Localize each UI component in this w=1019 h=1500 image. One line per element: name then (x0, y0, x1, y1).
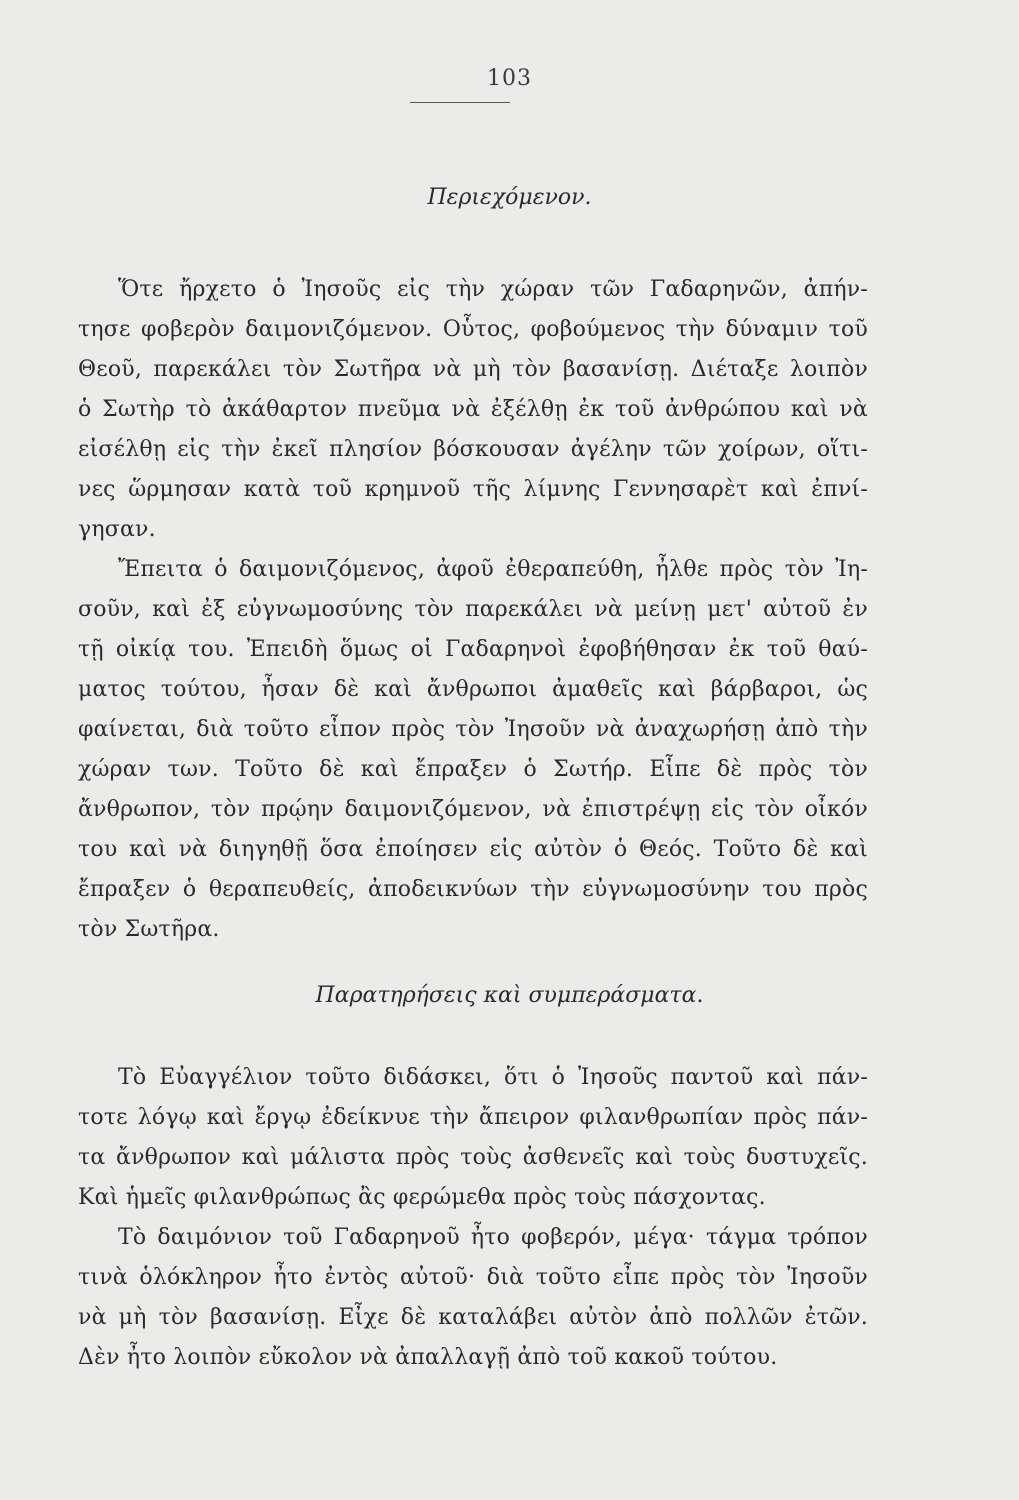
text-line: τα ἄνθρωπον καὶ μάλιστα πρὸς τοὺς ἀσθενεῖς καὶ τοὺς δυστυχεῖς. (78, 1145, 868, 1170)
text-line: Καὶ ἡμεῖς φιλανθρώπως ἂς φερώμεθα πρὸς τοὺς πάσχοντας. (78, 1185, 766, 1210)
text-line: ἔπραξεν ὁ θεραπευθείς, ἀποδεικνύων τὴν εὐγνωμοσύνην του πρὸς (78, 877, 868, 902)
text-line: τινὰ ὁλόκληρον ἦτο ἐντὸς αὐτοῦ· διὰ τοῦτο εἶπε πρὸς τὸν Ἰησοῦν (78, 1265, 868, 1290)
text-line: ματος τούτου, ἦσαν δὲ καὶ ἄνθρωποι ἀμαθεῖς καὶ βάρβαροι, ὡς (78, 677, 868, 702)
text-line: Ἔπειτα ὁ δαιμονιζόμενος, ἀφοῦ ἐθεραπεύθη, ἦλθε πρὸς τὸν Ἰη- (118, 557, 868, 582)
text-line: σοῦν, καὶ ἐξ εὐγνωμοσύνης τὸν παρεκάλει νὰ μείνῃ μετ' αὐτοῦ ἐν (78, 597, 868, 622)
text-line: χώραν των. Τοῦτο δὲ καὶ ἔπραξεν ὁ Σωτήρ. Εἶπε δὲ πρὸς τὸν (78, 757, 868, 782)
text-line: Θεοῦ, παρεκάλει τὸν Σωτῆρα νὰ μὴ τὸν βασανίσῃ. Διέταξε λοιπὸν (78, 357, 868, 382)
text-line: τὸν Σωτῆρα. (78, 917, 220, 942)
text-line: φαίνεται, διὰ τοῦτο εἶπον πρὸς τὸν Ἰησοῦν νὰ ἀναχωρήσῃ ἀπὸ τὴν (78, 717, 868, 742)
header-rule (410, 102, 510, 103)
text-line: γησαν. (78, 517, 156, 542)
text-line: Δὲν ἦτο λοιπὸν εὔκολον νὰ ἀπαλλαγῇ ἀπὸ τοῦ κακοῦ τούτου. (78, 1345, 778, 1370)
text-line: ὁ Σωτὴρ τὸ ἀκάθαρτον πνεῦμα νὰ ἐξέλθῃ ἐκ τοῦ ἀνθρώπου καὶ νὰ (78, 397, 868, 422)
heading-content: Περιεχόμενον. (427, 185, 592, 210)
text-line: νὰ μὴ τὸν βασανίσῃ. Εἶχε δὲ καταλάβει αὐτὸν ἀπὸ πολλῶν ἐτῶν. (78, 1305, 868, 1330)
text-line: Τὸ δαιμόνιον τοῦ Γαδαρηνοῦ ἦτο φοβερόν, μέγα· τάγμα τρόπον (118, 1225, 868, 1250)
text-line: Τὸ Εὐαγγέλιον τοῦτο διδάσκει, ὅτι ὁ Ἰησοῦς παντοῦ καὶ πάν- (118, 1065, 868, 1090)
text-line: τῇ οἰκίᾳ του. Ἐπειδὴ ὅμως οἱ Γαδαρηνοὶ ἐφοβήθησαν ἐκ τοῦ θαύ- (78, 637, 868, 662)
page-number: 103 (487, 66, 532, 91)
text-line: τησε φοβερὸν δαιμονιζόμενον. Οὗτος, φοβούμενος τὴν δύναμιν τοῦ (78, 317, 868, 342)
text-line: εἰσέλθῃ εἰς τὴν ἐκεῖ πλησίον βόσκουσαν ἀγέλην τῶν χοίρων, οἵτι- (78, 437, 868, 462)
text-line: του καὶ νὰ διηγηθῇ ὅσα ἐποίησεν εἰς αὐτὸν ὁ Θεός. Τοῦτο δὲ καὶ (78, 837, 868, 862)
text-line: τοτε λόγῳ καὶ ἔργῳ ἐδείκνυε τὴν ἄπειρον φιλανθρωπίαν πρὸς πάν- (78, 1105, 868, 1130)
text-line: ἄνθρωπον, τὸν πρῴην δαιμονιζόμενον, νὰ ἐπιστρέψῃ εἰς τὸν οἶκόν (78, 797, 868, 822)
heading-observations: Παρατηρήσεις καὶ συμπεράσματα. (315, 983, 704, 1008)
text-line: Ὅτε ἤρχετο ὁ Ἰησοῦς εἰς τὴν χώραν τῶν Γαδαρηνῶν, ἀπήν- (118, 277, 868, 302)
text-line: νες ὥρμησαν κατὰ τοῦ κρημνοῦ τῆς λίμνης Γεννησαρὲτ καὶ ἐπνί- (78, 477, 868, 502)
